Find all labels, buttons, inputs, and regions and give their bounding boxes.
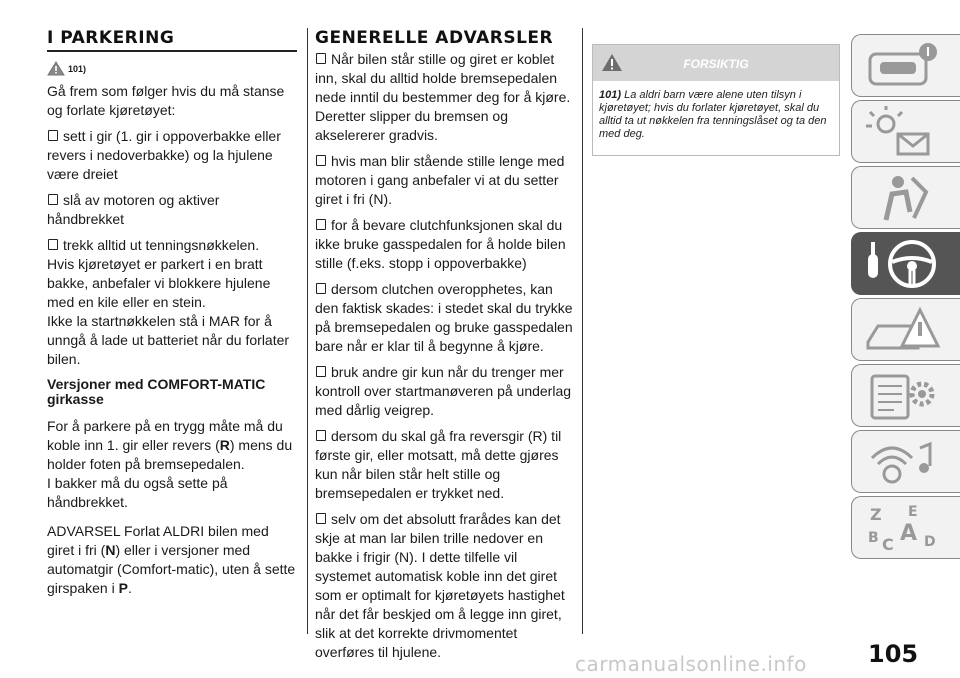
svg-text:D: D [924, 534, 936, 550]
tab-index[interactable] [851, 496, 960, 559]
caution-header [593, 45, 839, 81]
caution-title: FORSIKTIG [683, 57, 749, 71]
checkbox-bullet-icon [316, 53, 326, 64]
column-divider [582, 28, 583, 634]
checkbox-bullet-icon [48, 194, 58, 205]
checkbox-bullet-icon [48, 239, 58, 250]
svg-text:Z: Z [870, 505, 882, 524]
bullet-item: dersom clutchen overopphetes, kan den faktisk skades: i stedet skal du trykke på bremsepedalen og bruke gasspedalen bare når er klar til å begynne å kjøre. [315, 281, 573, 354]
svg-text:B: B [868, 530, 879, 546]
dashboard-car-icon [864, 40, 944, 92]
bullet-item: hvis man blir stående stille lenge med motoren i gang anbefaler vi at du setter giret i fri (N). [315, 153, 565, 207]
tab-warning-lights[interactable] [851, 100, 960, 163]
bullet-item: for å bevare clutchfunksjonen skal du ikke bruke gasspedalen for å holde bilen stille (f.eks. stopp i oppoverbakke) [315, 217, 566, 271]
index-letters-icon [864, 502, 944, 554]
steering-wheel-key-icon [864, 238, 944, 290]
hill-handbrake-text: I bakker må du også sette på håndbrekket. [47, 475, 228, 510]
bullet-item: bruk andre gir kun når du trenger mer kontroll over startmanøveren på underlag med dårlig veigrep. [315, 364, 572, 418]
tab-starting-driving[interactable] [851, 232, 960, 295]
key-text: Ikke la startnøkkelen stå i MAR for å unngå å lade ut batteriet når du forlater bilen. [47, 313, 290, 367]
column-parking [47, 28, 297, 598]
svg-text:C: C [882, 535, 894, 554]
checkbox-bullet-icon [316, 513, 326, 524]
warning-reference [47, 61, 297, 76]
column-divider [307, 28, 308, 634]
checkbox-bullet-icon [316, 283, 326, 294]
bullet-item: sett i gir (1. gir i oppoverbakke eller revers i nedoverbakke) og la hjulene være dreiet [47, 128, 281, 182]
tab-multimedia[interactable] [851, 430, 960, 493]
tab-safety[interactable] [851, 166, 960, 229]
section-title-warnings: GENERELLE ADVARSLER [315, 28, 554, 48]
svg-text:A: A [900, 521, 918, 546]
checkbox-bullet-icon [48, 130, 58, 141]
column-general-warnings [315, 28, 575, 662]
svg-text:E: E [908, 504, 918, 520]
multimedia-icon [864, 436, 944, 488]
tab-emergency[interactable] [851, 298, 960, 361]
subheading-comfort-matic: Versjoner med COMFORT-MATIC girkasse [47, 376, 266, 407]
title-rule [47, 50, 297, 52]
warning-para: ADVARSEL Forlat ALDRI bilen med giret i fri (N) eller i versjoner med automatgir (Comfort-matic), uten å sette girspaken i P. [47, 523, 296, 596]
bullet-item: Når bilen står stille og giret er koblet inn, skal du alltid holde bremsepedalen nede inntil du bestemmer deg for å kjøre. Deretter slipper du bremsen og akselererer gradvis. [315, 51, 571, 143]
checkbox-bullet-icon [316, 155, 326, 166]
tab-dashboard[interactable] [851, 34, 960, 97]
checkbox-bullet-icon [316, 430, 326, 441]
bullet-item: dersom du skal gå fra reversgir (R) til første gir, eller motsatt, må dette gjøres kun når bilen står helt stille og bremsepedalen er trykket ned. [315, 428, 562, 501]
page-number: 105 [868, 640, 919, 668]
watermark: carmanualsonline.info [575, 652, 807, 676]
caution-text: 101) La aldri barn være alene uten tilsyn i kjøretøyet; hvis du forlater kjøretøyet, skal du alltid ta ut nøkkelen fra tenningslåset og ta den med deg. [599, 89, 827, 140]
warning-lights-icon [864, 106, 944, 158]
bullet-item: trekk alltid ut tenningsnøkkelen. [47, 236, 297, 255]
tab-maintenance[interactable] [851, 364, 960, 427]
comfort-matic-para: For å parkere på en trygg måte må du koble inn 1. gir eller revers (R) mens du holder foten på bremsepedalen. [47, 418, 293, 472]
accident-warning-icon [864, 304, 944, 356]
section-title-parking: I PARKERING [47, 28, 175, 48]
warning-triangle-icon [47, 61, 65, 76]
steep-hill-text: Hvis kjøretøyet er parkert i en bratt bakke, anbefaler vi blokkere hjulene med en kile eller en stein. [47, 256, 271, 310]
caution-box [592, 44, 840, 156]
chapter-tabs [851, 34, 960, 562]
maintenance-icon [864, 370, 944, 422]
checkbox-bullet-icon [316, 366, 326, 377]
safety-airbag-icon [864, 172, 944, 224]
checkbox-bullet-icon [316, 219, 326, 230]
bullet-item: slå av motoren og aktiver håndbrekket [47, 192, 220, 227]
warning-ref-number: 101) [68, 63, 87, 74]
intro-text: Gå frem som følger hvis du må stanse og forlate kjøretøyet: [47, 83, 285, 118]
bullet-item: selv om det absolutt frarådes kan det skje at man lar bilen trille nedover en bakke i frigir (N). I dette tilfelle vil systemet automatisk koble inn det giret som er optimalt for kjøretøyets hastighet når det får beskjed om å legge inn giret, slik at det korrekte drivmomentet overføres til hjulene. [315, 511, 565, 660]
